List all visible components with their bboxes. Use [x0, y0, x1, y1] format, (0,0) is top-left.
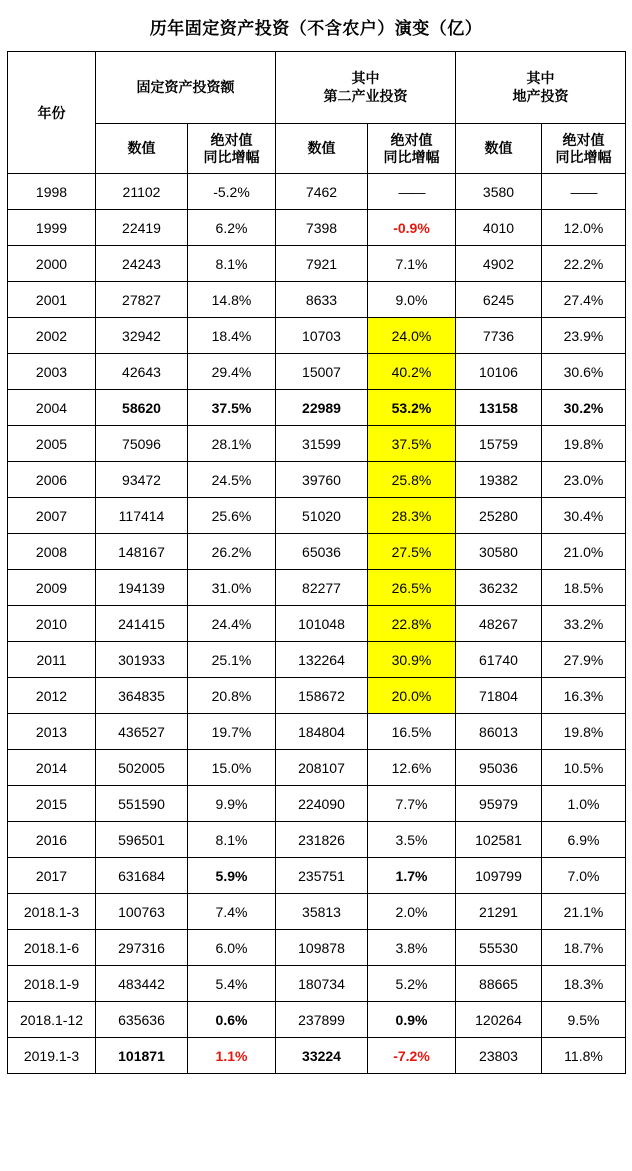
cell-secondary-value: 51020	[276, 498, 368, 534]
table-row	[8, 534, 626, 570]
cell-total-growth: 19.7%	[188, 714, 276, 750]
cell-secondary-growth: ——	[368, 174, 456, 210]
cell-realestate-growth: 18.7%	[542, 930, 626, 966]
cell-secondary-growth: 22.8%	[368, 606, 456, 642]
cell-total-value: 22419	[96, 210, 188, 246]
cell-realestate-growth: 10.5%	[542, 750, 626, 786]
cell-total-value: 32942	[96, 318, 188, 354]
table-row	[8, 606, 626, 642]
cell-secondary-value: 35813	[276, 894, 368, 930]
cell-year: 2016	[8, 822, 96, 858]
table-body	[8, 174, 626, 1074]
cell-realestate-value: 25280	[456, 498, 542, 534]
cell-secondary-growth: 37.5%	[368, 426, 456, 462]
cell-realestate-value: 30580	[456, 534, 542, 570]
cell-realestate-value: 71804	[456, 678, 542, 714]
table-row	[8, 426, 626, 462]
cell-secondary-value: 184804	[276, 714, 368, 750]
table-row	[8, 246, 626, 282]
cell-secondary-growth: 28.3%	[368, 498, 456, 534]
cell-secondary-value: 7398	[276, 210, 368, 246]
cell-realestate-growth: ——	[542, 174, 626, 210]
cell-realestate-growth: 16.3%	[542, 678, 626, 714]
cell-secondary-value: 65036	[276, 534, 368, 570]
header-sub-value-total: 数值	[96, 124, 188, 174]
table-row	[8, 354, 626, 390]
cell-year: 2018.1-3	[8, 894, 96, 930]
cell-secondary-growth: 7.1%	[368, 246, 456, 282]
header-group-total	[96, 52, 276, 124]
table-row	[8, 750, 626, 786]
cell-total-growth: 31.0%	[188, 570, 276, 606]
cell-realestate-value: 48267	[456, 606, 542, 642]
cell-realestate-growth: 30.2%	[542, 390, 626, 426]
cell-realestate-value: 19382	[456, 462, 542, 498]
cell-year: 2012	[8, 678, 96, 714]
table-row	[8, 174, 626, 210]
cell-secondary-growth: 9.0%	[368, 282, 456, 318]
cell-total-growth: 24.5%	[188, 462, 276, 498]
cell-realestate-growth: 27.4%	[542, 282, 626, 318]
cell-secondary-value: 132264	[276, 642, 368, 678]
cell-secondary-value: 8633	[276, 282, 368, 318]
cell-total-growth: 5.9%	[188, 858, 276, 894]
cell-realestate-growth: 9.5%	[542, 1002, 626, 1038]
header-sub-growth-realestate-line1: 绝对值	[562, 131, 605, 148]
table-row	[8, 894, 626, 930]
cell-total-growth: 15.0%	[188, 750, 276, 786]
cell-year: 2001	[8, 282, 96, 318]
cell-realestate-growth: 30.6%	[542, 354, 626, 390]
table-header	[8, 52, 626, 174]
header-sub-growth-secondary	[368, 124, 456, 174]
table-row	[8, 210, 626, 246]
cell-year: 2002	[8, 318, 96, 354]
cell-realestate-value: 7736	[456, 318, 542, 354]
cell-realestate-growth: 1.0%	[542, 786, 626, 822]
cell-secondary-growth: 27.5%	[368, 534, 456, 570]
table-row	[8, 786, 626, 822]
cell-realestate-value: 120264	[456, 1002, 542, 1038]
header-group-realestate-line2: 地产投资	[512, 87, 569, 104]
cell-realestate-value: 13158	[456, 390, 542, 426]
table-row	[8, 318, 626, 354]
cell-secondary-value: 224090	[276, 786, 368, 822]
table-row	[8, 930, 626, 966]
cell-total-value: 502005	[96, 750, 188, 786]
cell-total-value: 101871	[96, 1038, 188, 1074]
cell-realestate-growth: 7.0%	[542, 858, 626, 894]
cell-secondary-value: 7462	[276, 174, 368, 210]
cell-secondary-growth: 7.7%	[368, 786, 456, 822]
cell-total-value: 100763	[96, 894, 188, 930]
table-row	[8, 966, 626, 1002]
cell-realestate-value: 10106	[456, 354, 542, 390]
cell-secondary-value: 237899	[276, 1002, 368, 1038]
cell-secondary-value: 101048	[276, 606, 368, 642]
table-row	[8, 1002, 626, 1038]
table-row	[8, 822, 626, 858]
cell-total-value: 148167	[96, 534, 188, 570]
cell-year: 2006	[8, 462, 96, 498]
table-row	[8, 282, 626, 318]
cell-year: 2003	[8, 354, 96, 390]
header-sub-growth-total-line2: 同比增幅	[203, 148, 260, 165]
cell-realestate-growth: 30.4%	[542, 498, 626, 534]
cell-year: 2018.1-12	[8, 1002, 96, 1038]
cell-secondary-value: 109878	[276, 930, 368, 966]
cell-total-growth: 25.6%	[188, 498, 276, 534]
header-group-secondary	[276, 52, 456, 124]
cell-realestate-growth: 18.3%	[542, 966, 626, 1002]
cell-realestate-growth: 18.5%	[542, 570, 626, 606]
cell-secondary-value: 39760	[276, 462, 368, 498]
cell-total-growth: 18.4%	[188, 318, 276, 354]
cell-realestate-growth: 21.0%	[542, 534, 626, 570]
cell-total-growth: -5.2%	[188, 174, 276, 210]
cell-secondary-growth: 20.0%	[368, 678, 456, 714]
cell-year: 2018.1-6	[8, 930, 96, 966]
cell-realestate-growth: 12.0%	[542, 210, 626, 246]
cell-realestate-value: 3580	[456, 174, 542, 210]
cell-year: 2008	[8, 534, 96, 570]
cell-total-value: 436527	[96, 714, 188, 750]
cell-secondary-growth: 3.5%	[368, 822, 456, 858]
cell-total-value: 58620	[96, 390, 188, 426]
header-group-realestate	[456, 52, 626, 124]
cell-realestate-growth: 33.2%	[542, 606, 626, 642]
cell-year: 2017	[8, 858, 96, 894]
cell-total-value: 483442	[96, 966, 188, 1002]
cell-secondary-value: 180734	[276, 966, 368, 1002]
cell-secondary-value: 158672	[276, 678, 368, 714]
header-group-secondary-line1: 其中	[351, 70, 380, 86]
cell-secondary-value: 10703	[276, 318, 368, 354]
cell-total-growth: 20.8%	[188, 678, 276, 714]
header-sub-value-secondary: 数值	[276, 124, 368, 174]
cell-total-growth: 8.1%	[188, 822, 276, 858]
cell-total-growth: 26.2%	[188, 534, 276, 570]
cell-total-value: 635636	[96, 1002, 188, 1038]
cell-year: 2010	[8, 606, 96, 642]
header-sub-growth-total-line1: 绝对值	[210, 131, 253, 148]
cell-secondary-growth: 12.6%	[368, 750, 456, 786]
cell-year: 2009	[8, 570, 96, 606]
cell-total-growth: 37.5%	[188, 390, 276, 426]
table-row	[8, 462, 626, 498]
cell-year: 2019.1-3	[8, 1038, 96, 1074]
cell-realestate-value: 86013	[456, 714, 542, 750]
cell-total-growth: 0.6%	[188, 1002, 276, 1038]
cell-total-growth: 6.2%	[188, 210, 276, 246]
cell-year: 2014	[8, 750, 96, 786]
cell-secondary-value: 22989	[276, 390, 368, 426]
table-row	[8, 858, 626, 894]
cell-secondary-growth: 2.0%	[368, 894, 456, 930]
cell-total-growth: 28.1%	[188, 426, 276, 462]
cell-realestate-value: 15759	[456, 426, 542, 462]
cell-secondary-growth: -7.2%	[368, 1038, 456, 1074]
cell-realestate-growth: 21.1%	[542, 894, 626, 930]
cell-secondary-growth: 24.0%	[368, 318, 456, 354]
cell-total-growth: 14.8%	[188, 282, 276, 318]
cell-secondary-growth: 26.5%	[368, 570, 456, 606]
cell-total-growth: 25.1%	[188, 642, 276, 678]
cell-realestate-value: 6245	[456, 282, 542, 318]
cell-total-value: 24243	[96, 246, 188, 282]
cell-total-growth: 5.4%	[188, 966, 276, 1002]
cell-realestate-value: 4010	[456, 210, 542, 246]
cell-realestate-growth: 23.9%	[542, 318, 626, 354]
cell-realestate-growth: 11.8%	[542, 1038, 626, 1074]
cell-year: 2013	[8, 714, 96, 750]
cell-realestate-value: 61740	[456, 642, 542, 678]
cell-secondary-growth: -0.9%	[368, 210, 456, 246]
header-group-secondary-line2: 第二产业投资	[323, 87, 408, 104]
table-row	[8, 498, 626, 534]
cell-total-value: 364835	[96, 678, 188, 714]
cell-total-value: 117414	[96, 498, 188, 534]
cell-total-value: 551590	[96, 786, 188, 822]
cell-realestate-value: 109799	[456, 858, 542, 894]
cell-secondary-value: 7921	[276, 246, 368, 282]
cell-total-value: 93472	[96, 462, 188, 498]
table-row	[8, 390, 626, 426]
cell-realestate-value: 36232	[456, 570, 542, 606]
cell-realestate-growth: 19.8%	[542, 714, 626, 750]
cell-year: 1998	[8, 174, 96, 210]
cell-secondary-growth: 30.9%	[368, 642, 456, 678]
cell-year: 2007	[8, 498, 96, 534]
cell-realestate-value: 55530	[456, 930, 542, 966]
header-sub-growth-secondary-line2: 同比增幅	[383, 148, 440, 165]
cell-realestate-value: 95979	[456, 786, 542, 822]
cell-total-value: 42643	[96, 354, 188, 390]
header-sub-growth-realestate-line2: 同比增幅	[555, 148, 612, 165]
header-sub-growth-total	[188, 124, 276, 174]
header-group-total-line1: 固定资产投资额	[136, 78, 235, 95]
header-sub-value-realestate: 数值	[456, 124, 542, 174]
cell-secondary-value: 235751	[276, 858, 368, 894]
cell-realestate-value: 95036	[456, 750, 542, 786]
cell-secondary-growth: 1.7%	[368, 858, 456, 894]
cell-secondary-growth: 40.2%	[368, 354, 456, 390]
cell-realestate-value: 102581	[456, 822, 542, 858]
cell-year: 2005	[8, 426, 96, 462]
cell-secondary-growth: 25.8%	[368, 462, 456, 498]
cell-secondary-growth: 16.5%	[368, 714, 456, 750]
cell-secondary-growth: 0.9%	[368, 1002, 456, 1038]
cell-realestate-growth: 22.2%	[542, 246, 626, 282]
cell-total-growth: 29.4%	[188, 354, 276, 390]
cell-secondary-value: 231826	[276, 822, 368, 858]
cell-realestate-growth: 6.9%	[542, 822, 626, 858]
header-sub-growth-realestate	[542, 124, 626, 174]
header-group-realestate-line1: 其中	[526, 70, 555, 86]
cell-total-value: 631684	[96, 858, 188, 894]
cell-realestate-value: 21291	[456, 894, 542, 930]
cell-year: 2015	[8, 786, 96, 822]
cell-year: 1999	[8, 210, 96, 246]
cell-secondary-value: 31599	[276, 426, 368, 462]
cell-realestate-value: 4902	[456, 246, 542, 282]
cell-realestate-value: 23803	[456, 1038, 542, 1074]
cell-total-value: 297316	[96, 930, 188, 966]
cell-total-growth: 24.4%	[188, 606, 276, 642]
header-year: 年份	[8, 52, 96, 174]
cell-year: 2000	[8, 246, 96, 282]
cell-total-growth: 8.1%	[188, 246, 276, 282]
cell-total-value: 301933	[96, 642, 188, 678]
table-row	[8, 570, 626, 606]
table-row	[8, 678, 626, 714]
cell-total-growth: 7.4%	[188, 894, 276, 930]
table-row	[8, 714, 626, 750]
cell-realestate-growth: 19.8%	[542, 426, 626, 462]
cell-total-value: 194139	[96, 570, 188, 606]
cell-realestate-growth: 23.0%	[542, 462, 626, 498]
cell-secondary-growth: 5.2%	[368, 966, 456, 1002]
cell-total-value: 241415	[96, 606, 188, 642]
cell-year: 2004	[8, 390, 96, 426]
header-sub-growth-secondary-line1: 绝对值	[390, 131, 433, 148]
cell-year: 2011	[8, 642, 96, 678]
cell-secondary-growth: 3.8%	[368, 930, 456, 966]
cell-total-growth: 9.9%	[188, 786, 276, 822]
cell-secondary-growth: 53.2%	[368, 390, 456, 426]
cell-total-growth: 6.0%	[188, 930, 276, 966]
cell-realestate-growth: 27.9%	[542, 642, 626, 678]
page-title: 历年固定资产投资（不含农户）演变（亿）	[149, 19, 483, 38]
table-row	[8, 642, 626, 678]
cell-total-value: 21102	[96, 174, 188, 210]
cell-year: 2018.1-9	[8, 966, 96, 1002]
table-row	[8, 1038, 626, 1074]
cell-total-growth: 1.1%	[188, 1038, 276, 1074]
cell-realestate-value: 88665	[456, 966, 542, 1002]
cell-total-value: 75096	[96, 426, 188, 462]
investment-table	[7, 51, 626, 1074]
cell-secondary-value: 33224	[276, 1038, 368, 1074]
cell-secondary-value: 15007	[276, 354, 368, 390]
cell-secondary-value: 82277	[276, 570, 368, 606]
cell-secondary-value: 208107	[276, 750, 368, 786]
cell-total-value: 596501	[96, 822, 188, 858]
cell-total-value: 27827	[96, 282, 188, 318]
